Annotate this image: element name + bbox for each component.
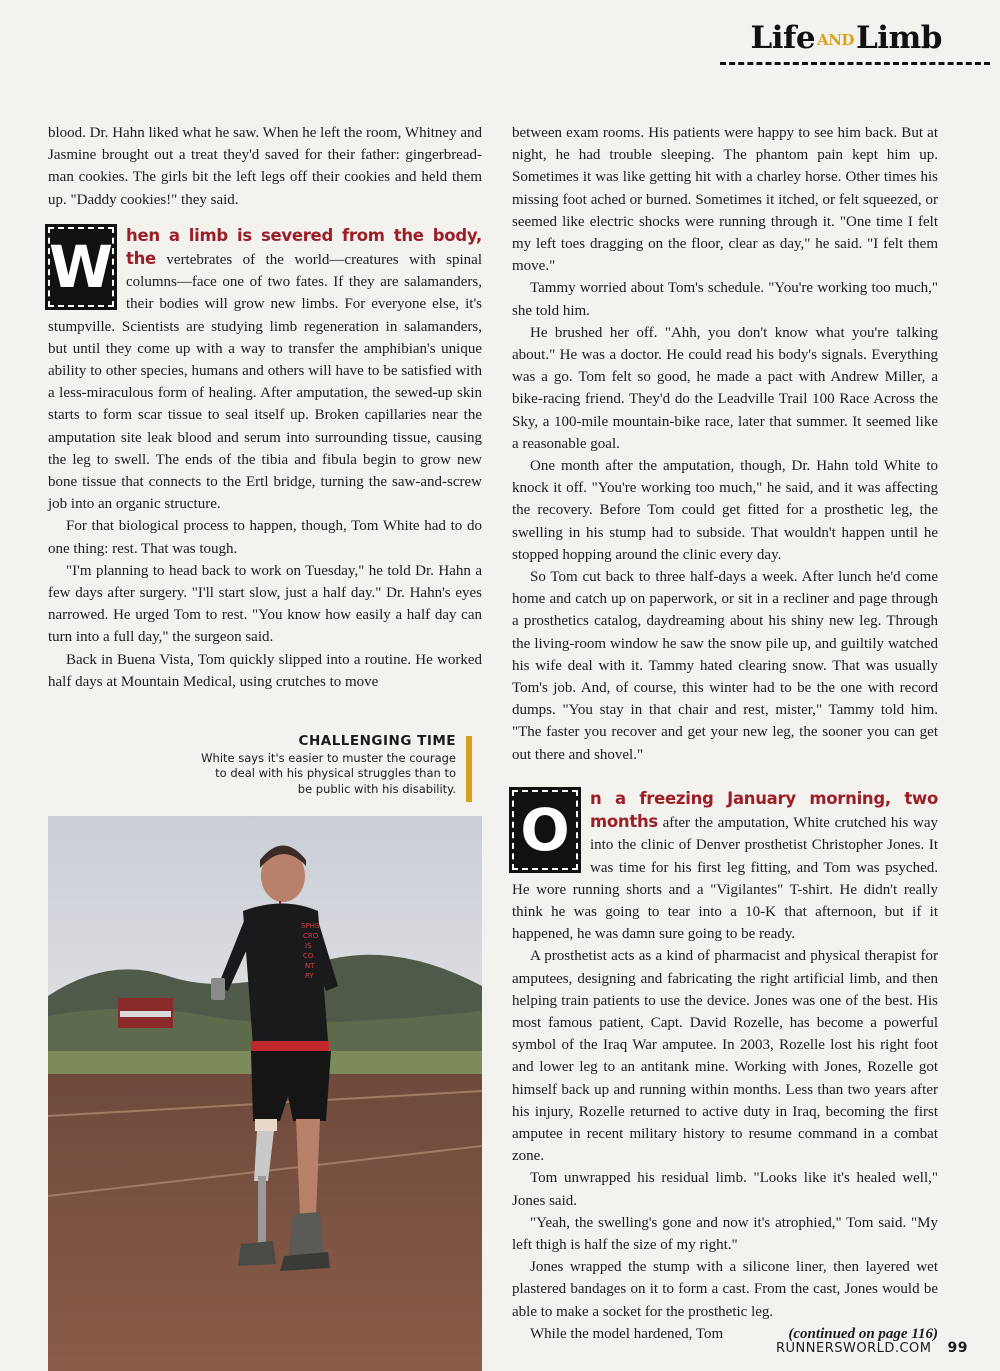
paragraph: Jones wrapped the stump with a silicone liner, then layered wet plastered bandages on it to form a cast. From the cast, Jones would be able to make a socket for the prosthetic leg. — [512, 1259, 938, 1320]
left-column — [48, 122, 482, 693]
shirt-text-line: CRO — [303, 932, 319, 940]
shirt-text-line: RY — [305, 972, 314, 980]
paragraph: He brushed her off. "Ahh, you don't know what you're talking about." He was a doctor. He could read his body's signals. Everything was a go. Tom felt so good, he made a pact with Andrew Miller, a bike-racing friend. They'd do the Leadville Trail 100 Race Across the Sky, a 100-mile mountain-bike race, later that summer. It seemed like a reasonable goal. — [512, 324, 938, 452]
lead-in: hen a limb is severed from the body, the — [126, 225, 482, 269]
paragraph: blood. Dr. Hahn liked what he saw. When he left the room, Whitney and Jasmine brought out a treat they'd saved for their father: gingerbread-man cookies. The girls bit the left legs off their cookies and held them up. "Daddy cookies!" they said. — [48, 125, 482, 208]
section-tag-life: Life — [750, 20, 816, 56]
runner-photo-illustration — [48, 816, 482, 1371]
paragraph: Tom unwrapped his residual limb. "Looks like it's healed well," Jones said. — [512, 1170, 938, 1209]
paragraph-text: after the amputation, White crutched his way into the clinic of Denver prosthetist Christopher Jones. It was time for his first leg fitting, and Tom was psyched. He wore running shorts and a "Vigilantes" T-shirt. He didn't really think he was going to tear into a 10-K that afternoon, but if it happened, he was damn sure going to be ready. — [512, 815, 938, 943]
paragraph: Back in Buena Vista, Tom quickly slipped into a routine. He worked half days at Mountain Medical, using crutches to move — [48, 651, 482, 690]
page-footer — [776, 1340, 968, 1356]
dropcap-o: O — [512, 790, 578, 870]
photo-caption — [200, 734, 456, 797]
section-tag-limb: Limb — [855, 20, 942, 56]
right-column — [512, 122, 938, 1345]
paragraph: One month after the amputation, though, Dr. Hahn told White to knock it off. "You're working too much," he said, and it was affecting the recovery. Before Tom could get fitted for a prosthetic leg, the swelling in his stump had to subside. That wouldn't happen until he stopped hopping around the clinic every day. — [512, 458, 938, 563]
continued-link[interactable]: (continued on page 116) — [788, 1325, 938, 1342]
section-tag — [750, 20, 942, 56]
caption-title: CHALLENGING TIME — [298, 733, 456, 749]
paragraph: So Tom cut back to three half-days a week. After lunch he'd come home and catch up on paperwork, or sit in a recliner and page through a prosthetics catalog, daydreaming about his shiny new leg. Through the living-room window he saw the snow pile up, and guiltily watched his wife deal with it. Tammy hated clearing snow. That was usually Tom's job. And, of course, this winter had to be the one with record dumps. "You stay in that chair and rest, mister," Tammy told him. "The faster you recover and get your new leg, the sooner you can get out there and shovel." — [512, 569, 938, 763]
paragraph: "Yeah, the swelling's gone and now it's atrophied," Tom said. "My left thigh is half the size of my right." — [512, 1214, 938, 1253]
paragraph: Tammy worried about Tom's schedule. "You're working too much," she told him. — [512, 280, 938, 319]
shirt-text-line: CO — [303, 952, 314, 960]
paragraph: "I'm planning to head back to work on Tuesday," he told Dr. Hahn a few days after surgery. "I'll start slow, just a half day." Dr. Hahn's eyes narrowed. He urged Tom to rest. "You know how easily a half day can turn into a full day," the surgeon said. — [48, 562, 482, 646]
runner-photo — [48, 816, 482, 1371]
footer-site[interactable]: RUNNERSWORLD.COM — [775, 1341, 932, 1356]
section-opener — [512, 788, 938, 945]
paragraph: between exam rooms. His patients were happy to see him back. But at night, he had trouble sleeping. The phantom pain kept him up. Sometimes it was like getting hit with a charley horse. Other times his missing foot ached or burned. Sometimes it itched, or felt squeezed, or seemed like electric shocks were running through it. "One time I felt my left toes dragging on the floor, clear as day," he said. "I felt them move." — [512, 125, 938, 275]
lead-in: n a freezing January morning, two months — [590, 788, 938, 832]
section-opener — [48, 225, 482, 516]
dropcap-w: W — [48, 227, 114, 307]
section-rule-divider — [720, 62, 990, 65]
shirt-text-line: NT — [305, 962, 315, 970]
page-number: 99 — [947, 1340, 968, 1356]
caption-accent-bar — [466, 736, 472, 802]
paragraph-text: vertebrates of the world—creatures with spinal columns—face one of two fates. If they are salamanders, their bodies will grow new limbs. For everyone else, it's stumpville. Scientists are studying limb regeneration in salamanders, but until they come up with a way to transfer the amphibian's unique ability to other species, humans and others will have to be satisfied with a less-miraculous form of healing. After amputation, the sewed-up skin starts to form scar tissue to seal itself up. Broken capillaries near the amputation site leak blood and serum into surrounding tissue, causing the leg to swell. The ends of the tibia and fibula begin to grow new bone tissue that connects to the Ertl bridge, turning the saw-and-screw job into an organic structure. — [48, 252, 482, 513]
shirt-text-line: IS — [305, 942, 312, 950]
paragraph-text: While the model hardened, Tom — [530, 1325, 724, 1342]
paragraph: A prosthetist acts as a kind of pharmacist and physical therapist for amputees, designing and fabricating the right artificial limb, and then helping train patients to use the device. Jones was one of the best. His most famous patient, Capt. David Rozelle, has become a powerful symbol of the Iraq War amputee. In 2003, Rozelle lost his right foot and lower leg to an antitank mine. Working with Jones, Rozelle got himself back up and running within months. Less than two years after his injury, Rozelle returned to active duty in Iraq, becoming the first amputee in recent military history to resume command in a combat zone. — [512, 948, 938, 1165]
caption-text: White says it's easier to muster the courage to deal with his physical struggles than to be public with his disability. — [201, 750, 456, 796]
shirt-text-line: SPHS — [301, 922, 320, 930]
paragraph: For that biological process to happen, though, Tom White had to do one thing: rest. That was tough. — [48, 518, 482, 557]
section-tag-and: AND — [817, 31, 854, 49]
